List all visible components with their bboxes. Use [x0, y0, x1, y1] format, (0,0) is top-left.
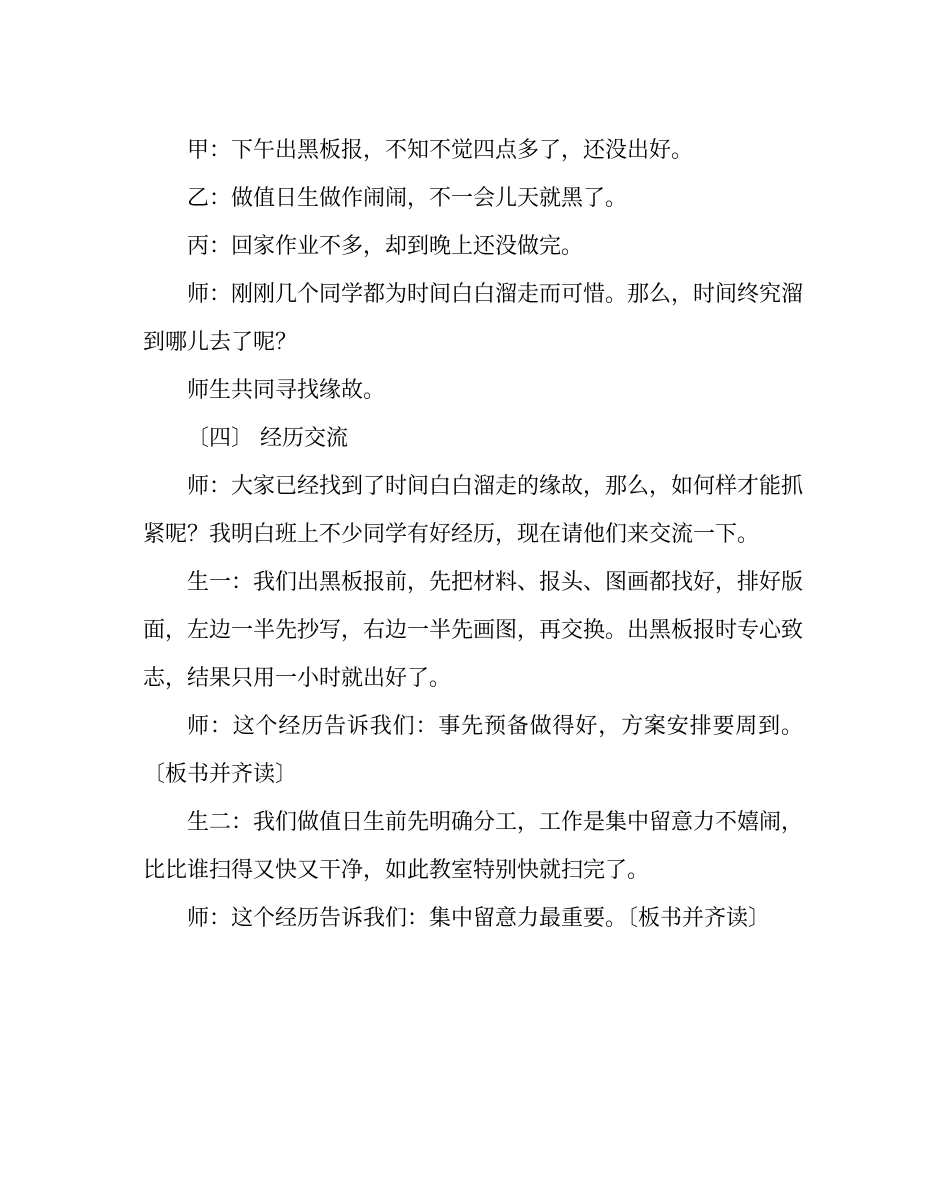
paragraph-teacher-summary-two: 师：这个经历告诉我们：集中留意力最重要。〔板书并齐读〕 [187, 906, 771, 931]
paragraph-teacher-question: 师：刚刚几个同学都为时间白白溜走而可惜。那么，时间终究溜到哪儿去了呢？ [143, 282, 804, 355]
paragraph-yi: 乙：做值日生做作闹闹，不一会儿天就黑了。 [187, 186, 628, 211]
paragraph-find-reason: 师生共同寻找缘故。 [187, 378, 386, 403]
section-heading-experience: 〔四〕 经历交流 [187, 426, 348, 451]
paragraph-teacher-intro: 师：大家已经找到了时间白白溜走的缘故，那么，如何样才能抓紧呢？我明白班上不少同学有好经历，现在请他们来交流一下。 [143, 474, 804, 547]
paragraph-bing: 丙：回家作业不多，却到晚上还没做完。 [187, 234, 584, 259]
paragraph-teacher-summary-one: 师：这个经历告诉我们：事先预备做得好，方案安排要周到。〔板书并齐读〕 [143, 714, 803, 787]
paragraph-student-one: 生一：我们出黑板报前，先把材料、报头、图画都找好，排好版面，左边一半先抄写，右边一半先画图，再交换。出黑板报时专心致志，结果只用一小时就出好了。 [143, 570, 804, 691]
paragraph-student-two: 生二：我们做值日生前先明确分工，工作是集中留意力不嬉闹，比比谁扫得又快又干净，如此教室特别快就扫完了。 [143, 810, 804, 883]
document-body [143, 127, 803, 943]
paragraph-jia: 甲：下午出黑板报，不知不觉四点多了，还没出好。 [187, 138, 694, 163]
